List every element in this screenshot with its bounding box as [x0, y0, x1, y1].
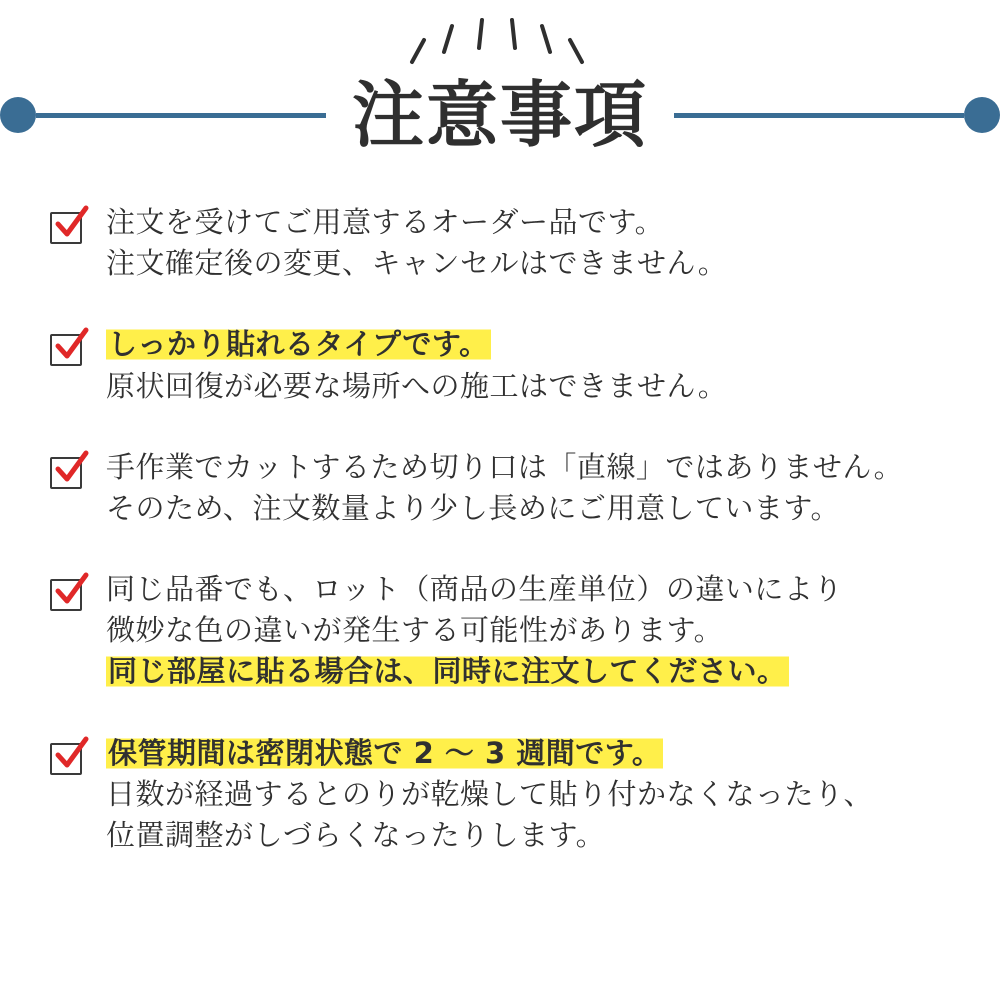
note-line: 原状回復が必要な場所への施工はできません。 [106, 368, 728, 403]
list-item-text [106, 202, 960, 284]
list-item-text [106, 447, 960, 529]
rule-line-left [36, 113, 326, 118]
page-header [0, 0, 1000, 180]
note-line: 微妙な色の違いが発生する可能性があります。 [106, 613, 724, 648]
list-item [48, 569, 960, 693]
title-rule-left [0, 97, 326, 133]
list-item [48, 324, 960, 406]
note-line: 手作業でカットするため切り口は「直線」ではありません。 [106, 449, 904, 484]
rule-line-right [674, 113, 964, 118]
sparkle-decoration-icon [0, 18, 1000, 68]
note-line: 注文確定後の変更、キャンセルはできません。 [106, 246, 728, 281]
rule-dot-right-icon [964, 97, 1000, 133]
rule-dot-left-icon [0, 97, 36, 133]
list-item-text [106, 733, 960, 857]
note-line: そのため、注文数量より少し長めにご用意しています。 [106, 490, 841, 525]
list-item-text [106, 569, 960, 693]
note-line: 位置調整がしづらくなったりします。 [106, 817, 606, 852]
list-item [48, 733, 960, 857]
checkbox-checked-icon [48, 575, 88, 615]
note-line: 日数が経過するとのりが乾燥して貼り付かなくなったり、 [106, 776, 874, 811]
list-item [48, 202, 960, 284]
page-title: 注意事項 [352, 73, 649, 157]
note-line-highlighted: しっかり貼れるタイプです。 [108, 327, 489, 362]
checkbox-checked-icon [48, 208, 88, 248]
list-item [48, 447, 960, 529]
list-item-text [106, 324, 960, 406]
note-line-highlighted: 保管期間は密閉状態で 2 〜 3 週間です。 [108, 735, 662, 770]
note-line: 同じ品番でも、ロット（商品の生産単位）の違いにより [106, 572, 843, 607]
note-line-highlighted: 同じ部屋に貼る場合は、同時に注文してください。 [108, 654, 787, 689]
checkbox-checked-icon [48, 330, 88, 370]
checkbox-checked-icon [48, 453, 88, 493]
title-row [0, 70, 1000, 160]
notice-list [0, 202, 1000, 856]
checkbox-checked-icon [48, 739, 88, 779]
title-rule-right [674, 97, 1000, 133]
note-line: 注文を受けてご用意するオーダー品です。 [106, 205, 665, 239]
